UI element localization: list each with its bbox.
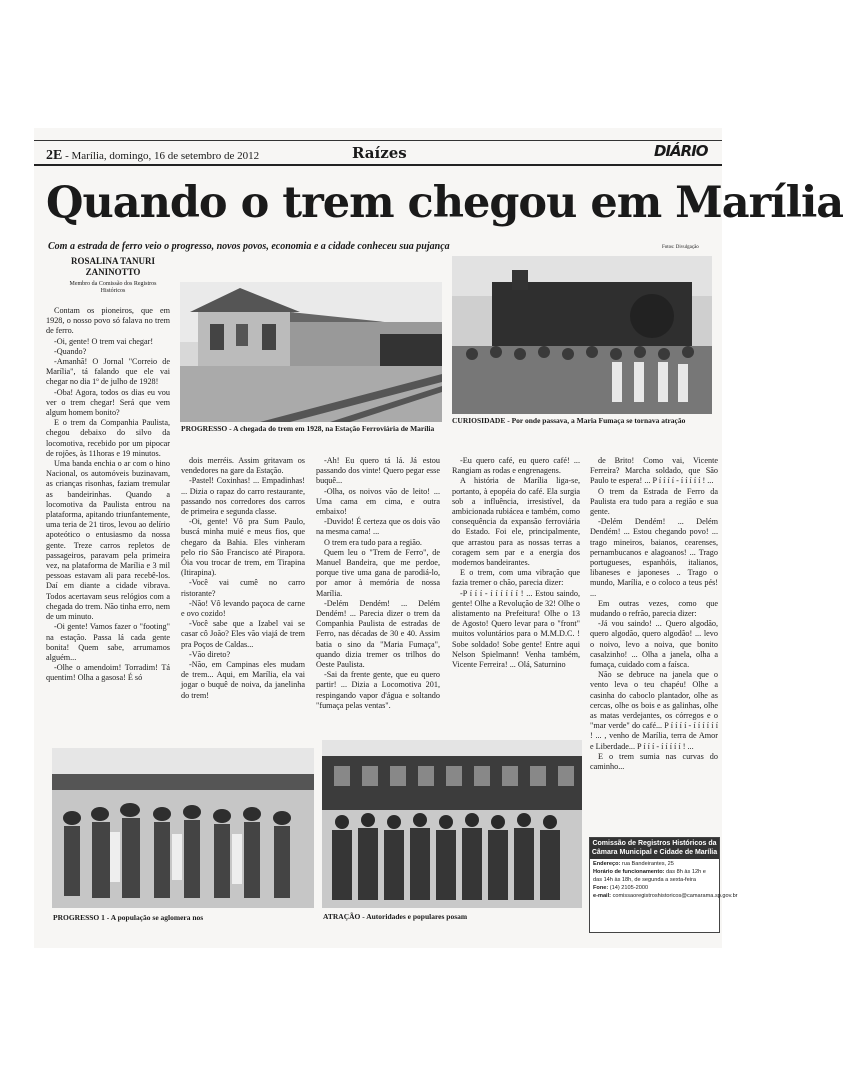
paragraph: -Oba! Agora, todos os dias eu vou ver o trem chegar! Será que vem algum homem bonito?	[46, 387, 170, 418]
info-hours: Horário de funcionamento: das 8h às 12h e das 14h às 18h, de segunda a sexta-feira	[593, 869, 706, 883]
paragraph: -Sai da frente gente, que eu quero partir! ... Dizia a Locomotiva 201, respingando vapor d'água e soltando "fumaça pelas ventas".	[316, 670, 440, 710]
photo-station	[180, 282, 442, 422]
article-column-2	[181, 456, 305, 740]
dateline: - Marília, domingo, 16 de setembro de 2012	[65, 150, 260, 162]
paragraph: dois merréis. Assim gritavam os vendedores na gare da Estação.	[181, 456, 305, 476]
paragraph: -Oi, gente! Vô pra Sum Paulo, buscá minha muié e meus fios, que chegaro da Bahia. Eles vinheram pelo rio São Francisco até Pirapora. Óia vou trocar de trem, em Tirapina (Itirapina).	[181, 517, 305, 578]
headline: Quando o trem chegou em Marília	[46, 178, 843, 228]
paragraph: -Não, em Campinas eles mudam de trem... Aqui, em Marília, ela vai jogar o buquê de noiva, da janelinha do trem!	[181, 660, 305, 700]
author-role: Membro da Comissão dos Registros Históricos	[69, 281, 157, 294]
info-box-body	[590, 859, 738, 901]
paragraph: -Duvido! É certeza que os dois vão na mesma cama! ...	[316, 517, 440, 537]
paragraph: -P í í í - í í í í í í ! ... Estou saindo, gente! Olhe a Revolução de 32! Olhe o alistamento na Prefeitura! Olhe o 13 de Agosto! Quero levar para o "front" muitos voluntários para o M.M.D.C. ! Sobe soldado! Sobe gente! Entre aqui Nelson Spielmann! Venha também, Vicente Ferreira! ... Olá, Saturnino	[452, 588, 580, 670]
top-rule	[34, 140, 722, 141]
newspaper-logo: DIÁRIO	[654, 142, 708, 160]
paragraph: -Vão direto?	[189, 649, 231, 659]
paragraph: O trem era tudo para a região.	[324, 537, 422, 547]
paragraph: -Já vou saindo! ... Quero algodão, quero algodão, quero algodão! ... levo o noivo, levo a noiva, que bonito casalzinho! ... Olha a janela, olha a fumaça, cuidado com a faísca.	[590, 619, 718, 670]
info-box	[589, 837, 738, 933]
paragraph: A história de Marília liga-se, portanto, à epopéia do café. Ela surgia sob a influência, irresistível, da ambicionada rubiácea e também, como consequência da expansão ferroviária do Estado. Foi ele, principalmente, que arrastou para as nossas terras a coragem sem par e a energia dos modernos bandeirantes.	[452, 476, 580, 568]
info-phone: Fone: (14) 2105-2000	[593, 885, 649, 891]
photo-crowd	[52, 748, 314, 908]
paragraph: Em outras vezes, como que mudando o refrão, parecia dizer:	[590, 598, 718, 619]
author-name: ROSALINA TANURI ZANINOTTO	[71, 256, 155, 277]
photo-locomotive	[452, 256, 712, 414]
paragraph: O trem da Estrada de Ferro da Paulista era tudo para a região e sua gente.	[590, 486, 718, 517]
paragraph: E o trem, com uma vibração que fazia tremer o chão, parecia dizer:	[452, 568, 580, 588]
article-column-3	[316, 456, 440, 740]
caption-photo3: PROGRESSO 1 - A população se aglomera nos	[53, 913, 204, 922]
section-name: Raízes	[352, 144, 407, 162]
info-email: e-mail: comissaoregistroshistoricos@camarama.sp.gov.br	[593, 893, 738, 899]
paragraph: -Oi gente! Vamos fazer o "footing" na estação. Passa lá cada gente bonita! Quem sabe, arrumamos alguém...	[46, 622, 170, 662]
article-column-5	[590, 456, 718, 830]
paragraph: -Pastel! Coxinhas! ... Empadinhas! ... Dizia o rapaz do carro restaurante, passando nos corredores dos carros de primeira e segunda classe.	[181, 476, 305, 517]
info-box-title: Comissão de Registros Históricos da Câmara Municipal e Cidade de Marília	[590, 838, 719, 859]
paragraph: -Delém Dendém! ... Delém Dendém! ... Estou chegando povo! ... trago mineiros, baianos, cearenses, pernambucanos e alagoanos! ... Trago portugueses, espanhóis, italianos, libaneses e japoneses .. Trago o mundo, Marília, e o coloco a teus pés! ...	[590, 517, 718, 598]
caption-photo4: ATRAÇÃO - Autoridades e populares posam	[323, 912, 468, 921]
photo-authorities	[322, 740, 582, 908]
article-column-4	[452, 456, 580, 740]
page-number: 2E	[46, 148, 63, 163]
paragraph: -Oi, gente! O trem vai chegar!	[54, 336, 154, 346]
article-column-1	[46, 306, 170, 740]
paragraph: Contam os pioneiros, que em 1928, o nosso povo só falava no trem de ferro.	[46, 306, 170, 336]
paragraph: de Brito! Como vai, Vicente Ferreira? Marcha soldado, que São Paulo te espera! ... P í í í í - í í í í í ! ...	[590, 456, 718, 486]
subheadline: Com a estrada de ferro veio o progresso, novos povos, economia e a cidade conheceu sua pujança	[48, 241, 450, 252]
info-address: Endereço: rua Bandeirantes, 25	[593, 861, 674, 867]
page-header	[46, 148, 259, 164]
paragraph: -Ah! Eu quero tá lá. Já estou passando dos vinte! Quero pegar esse buquê...	[316, 456, 440, 486]
paragraph: -Quando?	[54, 346, 87, 356]
paragraph: -Você sabe que a Izabel vai se casar cô João? Eles vão viajá de trem pra Poços de Caldas...	[181, 619, 305, 649]
paragraph: -Amanhã! O Jornal "Correio de Marília", tá falando que ele vai chegar no dia 1º de julho de 1928!	[46, 357, 170, 387]
paragraph: Uma banda enchia o ar com o hino Nacional, os automóveis buzinavam, as crianças risonhas, faziam tremular as bandeirinhas. Quando a locomotiva da Paulista entrou na plataforma, apitando triunfantemente, uma teria de 21 tiros, levou ao delírio apoteótico o entusiasmo da nossa gente. Treze carros repletos de passageiros, paravam pela primeira vez, na plataforma de Marília e 3 mil pessoas estavam ali para recebê-los. Daí em diante a cidade vibrava. Todos acertavam seus relógios com a chegada do trem. Não tinha erro, nem de um minuto.	[46, 459, 170, 622]
paragraph: -Delém Dendém! ... Delém Dendém! ... Parecia dizer o trem da Companhia Paulista de estradas de Ferro, nas décadas de 30 e 40. Assim batia o sino da "Maria Fumaça", quando dizia tremer os trilhos do Oeste Paulista.	[316, 598, 440, 670]
header-rule	[34, 164, 722, 166]
paragraph: Não se debruce na janela que o vento leva o teu chapéu! Olhe a casinha do caboclo plantador, olhe as cercas, olhe os bois e as galinhas, olhe as matas verdejantes, os córregos e o "mar verde" do café... P í í í í - í í í í í í ! ... , venho de Marília, terra de Amor e Liberdade... P í í í - í í í í í ! ...	[590, 670, 718, 751]
paragraph: -Olhe o amendoim! Torradim! Tá quentim! Olha a gasosa! É só	[46, 663, 170, 683]
paragraph: E o trem da Companhia Paulista, chegou debaixo do silvo da locomotiva, recebido por um pipocar de rojões, às 11horas e 19 minutos.	[46, 418, 170, 458]
paragraph: E o trem sumia nas curvas do caminho...	[590, 751, 718, 772]
paragraph: -Não! Vô levando paçoca de carne e ovo cozido!	[181, 598, 305, 619]
paragraph: -Você vai cumê no carro ristorante?	[181, 578, 305, 598]
photo-credit: Fotos: Divulgação	[662, 245, 699, 250]
paragraph: Quem leu o "Trem de Ferro", de Manuel Bandeira, que me perdoe, porque tive uma gana de parodiá-lo, por amor à memória de nossa Marília.	[316, 547, 440, 598]
caption-photo2: CURIOSIDADE - Por onde passava, a Maria Fumaça se tornava atração	[452, 416, 686, 425]
caption-photo1: PROGRESSO - A chegada do trem em 1928, na Estação Ferroviária de Marília	[181, 424, 435, 433]
paragraph: -Olha, os noivos vão de leito! ... Uma cama em cima, e outra embaixo!	[316, 486, 440, 517]
paragraph: -Eu quero café, eu quero café! ... Rangiam as rodas e engrenagens.	[452, 456, 580, 476]
